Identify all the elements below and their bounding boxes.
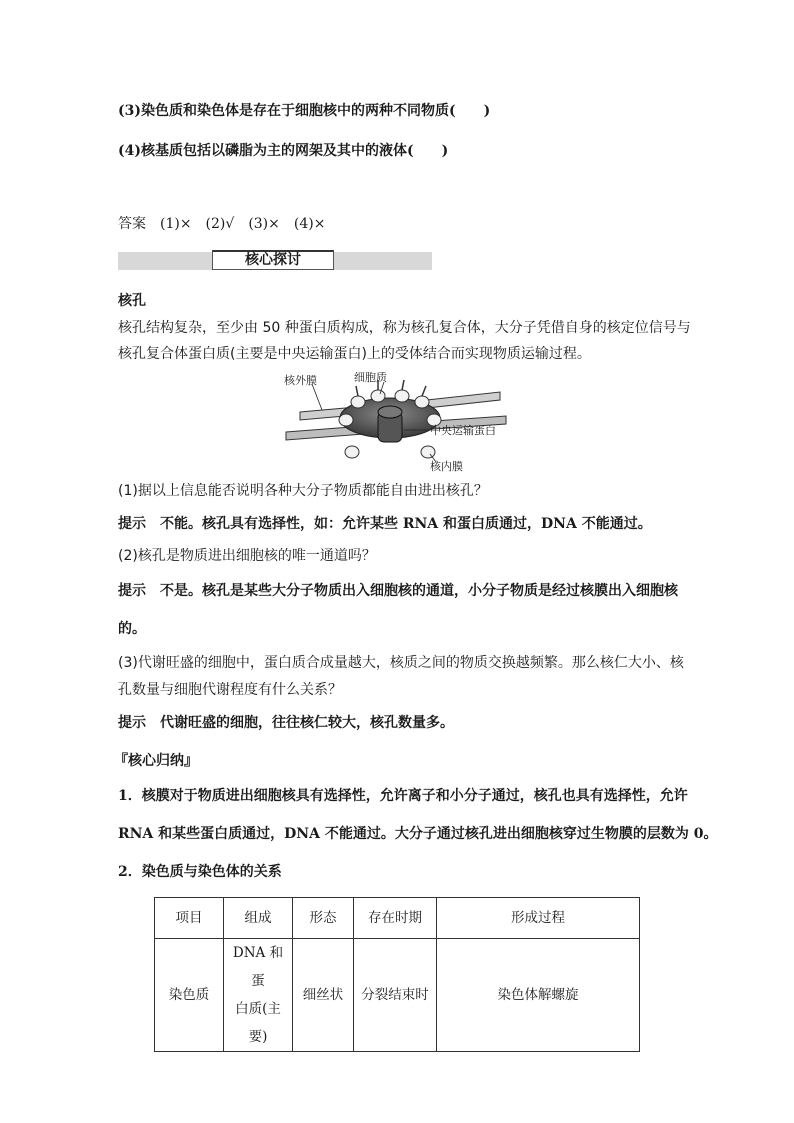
table-row <box>155 939 640 1052</box>
answer-2-line-1: 提示 不是。核孔是某些大分子物质出入细胞核的通道，小分子物质是经过核膜出入细胞核 <box>118 583 678 599</box>
table-header-cell: 项目 <box>155 898 224 939</box>
label-cytoplasm: 细胞质 <box>354 372 387 384</box>
summary-point-1-line-2: RNA 和某些蛋白质通过，DNA 不能通过。大分子通过核孔进出细胞核穿过生物膜的层数为 0。 <box>118 826 718 842</box>
table-header-cell: 形态 <box>293 898 354 939</box>
intro-line-2: 核孔复合体蛋白质(主要是中央运输蛋白)上的受体结合而实现物质运输过程。 <box>118 346 591 362</box>
question-1: (1)据以上信息能否说明各种大分子物质都能自由进出核孔？ <box>118 483 488 499</box>
summary-point-1-line-1: 1．核膜对于物质进出细胞核具有选择性，允许离子和小分子通过，核孔也具有选择性，允许 <box>118 788 688 804</box>
nuclear-pore-diagram <box>280 372 520 476</box>
table-cell-item: 染色质 <box>155 939 224 1052</box>
table-header-cell: 存在时期 <box>354 898 437 939</box>
question-3-line-1: (3)代谢旺盛的细胞中，蛋白质合成量越大，核质之间的物质交换越频繁。那么核仁大小、核 <box>118 655 684 671</box>
label-inner-membrane: 核内膜 <box>430 460 463 473</box>
label-central-transport-protein: 中央运输蛋白 <box>430 424 496 437</box>
chromatin-chromosome-table <box>154 897 640 1052</box>
judgment-2: (3)染色质和染色体是存在于细胞核中的两种不同物质( ) <box>118 103 491 119</box>
summary-point-2: 2．染色质与染色体的关系 <box>118 864 282 880</box>
judgment-3: (4)核基质包括以磷脂为主的网架及其中的液体( ) <box>118 143 449 159</box>
table-cell-process: 染色体解螺旋 <box>437 939 640 1052</box>
summary-title: 『核心归纳』 <box>114 753 198 769</box>
table-cell-form: 细丝状 <box>293 939 354 1052</box>
table-cell-composition <box>224 939 293 1052</box>
section-banner-title: 核心探讨 <box>212 250 334 270</box>
composition-line-1: DNA 和蛋 <box>232 945 284 989</box>
table-header-cell: 组成 <box>224 898 293 939</box>
table-header-row <box>155 898 640 939</box>
table-header-cell: 形成过程 <box>437 898 640 939</box>
question-2: (2)核孔是物质进出细胞核的唯一通道吗？ <box>118 548 376 564</box>
composition-line-2: 白质(主要) <box>235 1001 281 1045</box>
answer-line: 答案 (1)× (2)√ (3)× (4)× <box>118 216 326 232</box>
question-3-line-2: 孔数量与细胞代谢程度有什么关系？ <box>118 682 342 698</box>
central-channel-top <box>378 406 402 418</box>
table-cell-period: 分裂结束时 <box>354 939 437 1052</box>
label-outer-membrane: 核外膜 <box>284 374 317 387</box>
answer-2-line-2: 的。 <box>118 621 146 637</box>
answer-1: 提示 不能。核孔具有选择性，如：允许某些 RNA 和蛋白质通过，DNA 不能通过。 <box>118 516 652 532</box>
answer-3: 提示 代谢旺盛的细胞，往往核仁较大，核孔数量多。 <box>118 715 454 731</box>
intro-line-1: 核孔结构复杂，至少由 50 种蛋白质构成，称为核孔复合体，大分子凭借自身的核定位信号与 <box>118 320 691 336</box>
topic-title: 核孔 <box>118 293 146 309</box>
